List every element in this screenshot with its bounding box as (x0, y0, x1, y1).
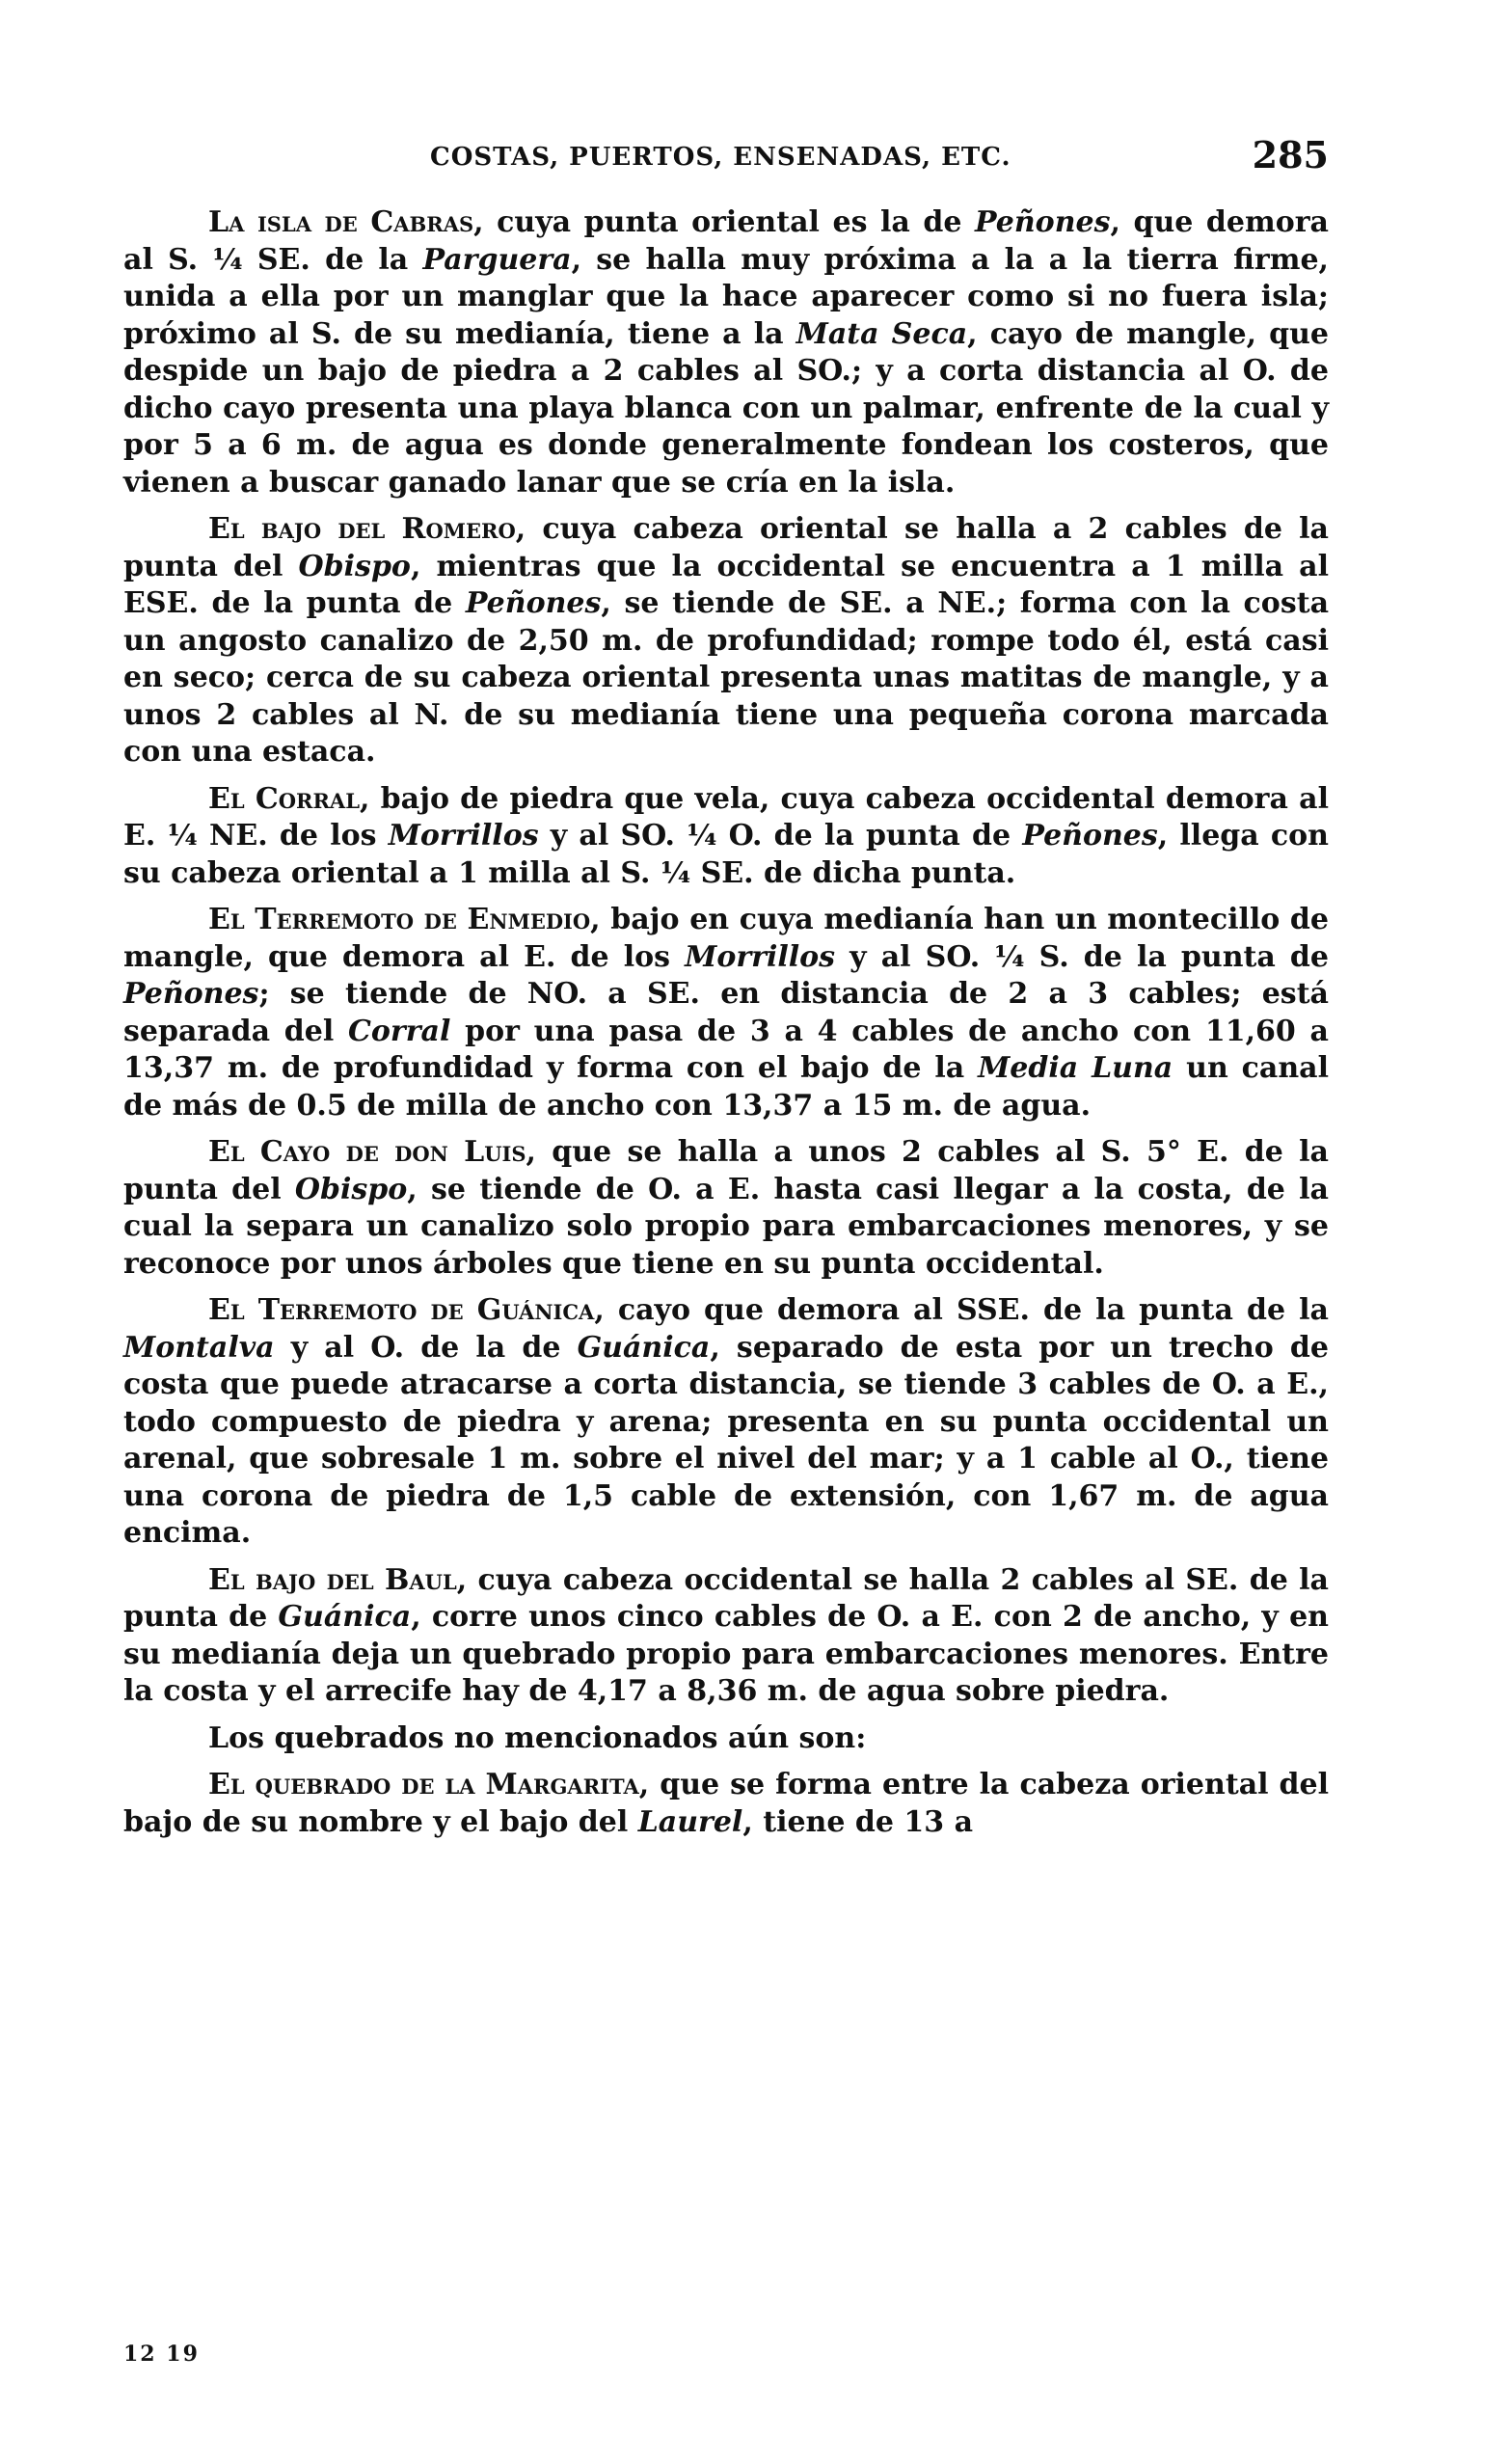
text-run: y al SO. ¼ S. de la punta de (835, 939, 1329, 974)
text-run: , separado de esta por un trecho de costa que puede atracarse a corta distancia, se tiende 3 cables de O. a E., todo compuesto de piedra y arena; presenta en su punta occidental un arenal, que sobresale 1 m. sobre el nivel del mar; y a 1 cable al O., tiene una corona de piedra de 1,5 cable de extensión, con 1,67 m. de agua encima. (123, 1330, 1329, 1550)
paragraph-isla-de-cabras (123, 204, 1329, 501)
paragraph-terremoto-de-enmedio (123, 902, 1329, 1124)
text-run: , que se halla a unos 2 cables al S. 5° E. de la punta del (123, 1135, 1329, 1206)
paragraph-el-corral (123, 781, 1329, 893)
paragraph-cayo-de-don-luis (123, 1134, 1329, 1283)
page-number: 285 (1252, 133, 1329, 176)
paragraph-bajo-del-romero (123, 511, 1329, 772)
body-text (123, 204, 1329, 1841)
text-run: , cayo de mangle, que despide un bajo de piedra a 2 cables al SO.; y a corta distancia al O. de dicho cayo presenta una playa blanca con un palmar, enfrente de la cual y por 5 a 6 m. de agua es donde generalmente fondean los costeros, que vienen a buscar ganado lanar que se cría en la isla. (123, 316, 1329, 500)
place-name: El Terremoto de Enmedio (208, 903, 591, 936)
text-run: , se tiende de SE. a NE.; forma con la costa un angosto canalizo de 2,50 m. de profundidad; rompe todo él, está casi en seco; cerca de su cabeza oriental presenta unas matitas de mangle, y a unos 2 cables al N. de su medianía tiene una pequeña corona marcada con una estaca. (123, 586, 1330, 769)
place-name-italic: Guánica (577, 1330, 711, 1365)
text-run: , cayo que demora al SSE. de la punta de la (594, 1293, 1329, 1327)
place-name-italic: Obispo (294, 1172, 408, 1206)
place-name-italic: Parguera (422, 242, 572, 277)
paragraph-quebrados-intro (123, 1720, 1329, 1758)
text-run: ; se tiende de NO. a SE. en distancia de 2 a 3 cables; está separada del (123, 977, 1329, 1048)
text-run: , cuya punta oriental es la de (473, 205, 976, 239)
place-name-italic: Peñones (465, 586, 602, 620)
place-name: El quebrado de la Margarita (208, 1768, 639, 1801)
place-name-italic: Morrillos (388, 819, 539, 853)
text-run: , llega con su cabeza oriental a 1 milla al S. ¼ SE. de dicha punta. (123, 819, 1329, 890)
page-header (123, 133, 1329, 191)
place-name-italic: Mata Seca (795, 316, 968, 351)
place-name-italic: Corral (348, 1014, 451, 1048)
place-name: El Corral (208, 781, 360, 816)
place-name: La isla de Cabras (208, 205, 474, 239)
text-run: , se halla muy próxima a la a la tierra firme, unida a ella por un manglar que la hace aparecer como si no fuera isla; próximo al S. de su medianía, tiene a la (123, 242, 1329, 351)
text-run: , se tiende de O. a E. hasta casi llegar a la costa, de la cual la separa un canalizo solo propio para embarcaciones menores, y se reconoce por unos árboles que tiene en su punta occidental. (123, 1172, 1329, 1281)
text-run: , tiene de 13 a (742, 1804, 974, 1839)
place-name-italic: Guánica (278, 1600, 412, 1634)
place-name-italic: Peñones (1022, 819, 1158, 853)
place-name: El bajo del Baul (208, 1562, 457, 1597)
paragraph-bajo-del-baul (123, 1562, 1329, 1711)
text-run: por una pasa de 3 a 4 cables de ancho con 11,60 a 13,37 m. de profundidad y forma con el bajo de la (123, 1014, 1329, 1085)
place-name-italic: Obispo (298, 549, 411, 583)
paragraph-terremoto-de-guanica (123, 1292, 1329, 1553)
text-run: , mientras que la occidental se encuentra a 1 milla al ESE. de la punta de (123, 549, 1330, 620)
text-run: , cuya cabeza oriental se halla a 2 cables de la punta del (123, 512, 1329, 583)
text-run: y al O. de la de (274, 1330, 578, 1365)
place-name-italic: Media Luna (978, 1051, 1173, 1085)
place-name-italic: Peñones (123, 977, 259, 1011)
place-name: El Cayo de don Luis (208, 1135, 526, 1169)
place-name: El bajo del Romero (208, 512, 516, 546)
place-name-italic: Peñones (975, 205, 1111, 239)
place-name: El Terremoto de Guánica (208, 1293, 595, 1327)
text-run: un canal de más de 0.5 de milla de ancho con 13,37 a 15 m. de agua. (123, 1051, 1329, 1123)
text-run: , bajo de piedra que vela, cuya cabeza occidental demora al E. ¼ NE. de los (123, 781, 1329, 853)
text-run: , corre unos cinco cables de O. a E. con 2 de ancho, y en su medianía deja un quebrado propio para embarcaciones menores. Entre la costa y el arrecife hay de 4,17 a 8,36 m. de agua sobre piedra. (123, 1600, 1329, 1708)
place-name-italic: Montalva (123, 1330, 275, 1365)
text-run: , que demora al S. ¼ SE. de la (123, 205, 1329, 277)
place-name-italic: Morrillos (685, 939, 836, 974)
text-run: Los quebrados no mencionados aún son: (208, 1720, 867, 1755)
text-run: , que se forma entre la cabeza oriental del bajo de su nombre y el bajo del (123, 1768, 1329, 1839)
place-name-italic: Laurel (637, 1804, 743, 1839)
text-run: y al SO. ¼ O. de la punta de (538, 819, 1023, 853)
running-head: COSTAS, PUERTOS, ENSENADAS, ETC. (430, 143, 1011, 172)
text-run: , cuya cabeza occidental se halla 2 cables al SE. de la punta de (123, 1562, 1329, 1634)
paragraph-quebrado-margarita (123, 1767, 1329, 1841)
printer-signature: 12 19 (123, 2342, 200, 2367)
text-run: , bajo en cuya medianía han un montecillo de mangle, que demora al E. de los (123, 903, 1330, 974)
